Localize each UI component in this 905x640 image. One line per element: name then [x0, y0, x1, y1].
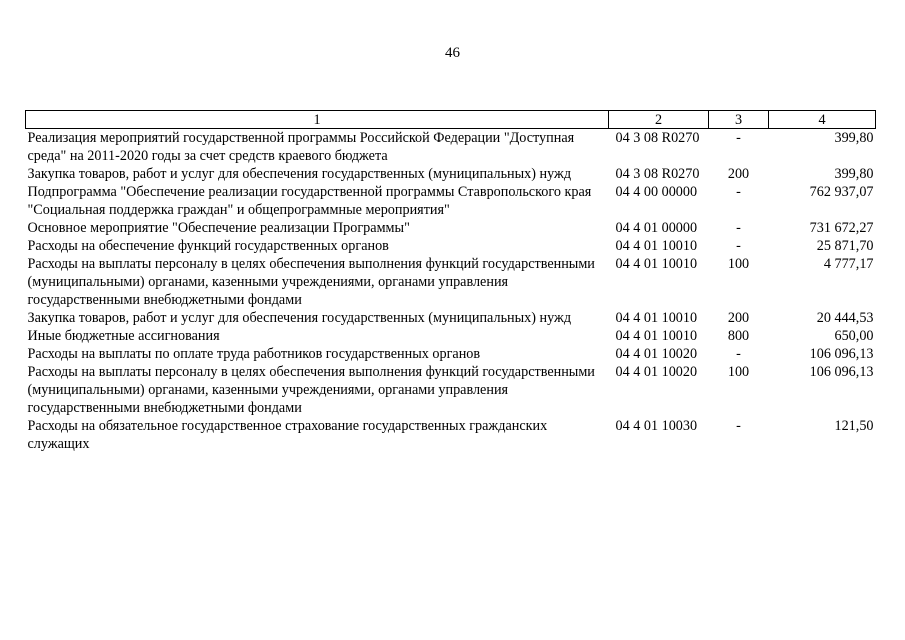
row-expense-type: 200 [727, 166, 750, 182]
row-name: Расходы на выплаты по оплате труда работников государственных органов [27, 346, 481, 362]
row-name: Закупка товаров, работ и услуг для обеспечения государственных (муниципальных) нужд [27, 166, 572, 182]
row-code: 04 4 01 10010 [615, 256, 698, 272]
column-header-code: 2 [609, 111, 709, 129]
budget-table [25, 110, 876, 453]
row-code: 04 4 01 10010 [615, 238, 698, 254]
row-amount: 106 096,13 [809, 346, 874, 362]
table-row [26, 183, 876, 219]
row-name: Расходы на выплаты персоналу в целях обеспечения выполнения функций государственными (муниципальными) органами, казенными учреждениями, органами управления государственными внебюджетными фондами [27, 256, 595, 308]
row-expense-type: - [736, 220, 741, 236]
row-name: Реализация мероприятий государственной программы Российской Федерации "Доступная среда" на 2011-2020 годы за счет средств краевого бюджета [27, 130, 575, 164]
page-number: 46 [445, 45, 460, 61]
table-row [26, 327, 876, 345]
table-row [26, 129, 876, 166]
row-name: Расходы на выплаты персоналу в целях обеспечения выполнения функций государственными (муниципальными) органами, казенными учреждениями, органами управления государственными внебюджетными фондами [27, 364, 595, 416]
row-amount: 25 871,70 [816, 238, 874, 254]
row-code: 04 4 00 00000 [615, 184, 698, 200]
table-row [26, 417, 876, 453]
row-code: 04 4 01 00000 [615, 220, 698, 236]
row-expense-type: - [736, 184, 741, 200]
row-amount: 399,80 [834, 130, 874, 146]
table-row [26, 165, 876, 183]
column-header-amount: 4 [769, 111, 876, 129]
row-code: 04 4 01 10010 [615, 328, 698, 344]
row-code: 04 4 01 10020 [615, 346, 698, 362]
table-row [26, 237, 876, 255]
row-amount: 762 937,07 [809, 184, 874, 200]
column-header-expense-type: 3 [709, 111, 769, 129]
row-expense-type: - [736, 130, 741, 146]
row-amount: 20 444,53 [816, 310, 874, 326]
row-expense-type: - [736, 346, 741, 362]
table-header-row [26, 111, 876, 129]
row-name: Подпрограмма "Обеспечение реализации государственной программы Ставропольского края "Социальная поддержка граждан" и общепрограммные мероприятия" [27, 184, 592, 218]
row-name: Основное мероприятие "Обеспечение реализации Программы" [27, 220, 410, 236]
row-amount: 4 777,17 [823, 256, 874, 272]
row-expense-type: 100 [727, 256, 750, 272]
column-header-name: 1 [26, 111, 609, 129]
table-row [26, 255, 876, 309]
row-code: 04 3 08 R0270 [615, 166, 700, 182]
row-amount: 731 672,27 [809, 220, 874, 236]
row-expense-type: 800 [727, 328, 750, 344]
row-code: 04 4 01 10020 [615, 364, 698, 380]
table-row [26, 219, 876, 237]
row-code: 04 4 01 10030 [615, 418, 698, 434]
row-amount: 121,50 [834, 418, 874, 434]
row-code: 04 4 01 10010 [615, 310, 698, 326]
row-name: Иные бюджетные ассигнования [27, 328, 220, 344]
row-expense-type: 100 [727, 364, 750, 380]
table-row [26, 345, 876, 363]
row-name: Закупка товаров, работ и услуг для обеспечения государственных (муниципальных) нужд [27, 310, 572, 326]
row-amount: 650,00 [834, 328, 874, 344]
row-name: Расходы на обеспечение функций государственных органов [27, 238, 389, 254]
table-row [26, 363, 876, 417]
row-name: Расходы на обязательное государственное страхование государственных гражданских служащих [27, 418, 548, 452]
row-code: 04 3 08 R0270 [615, 130, 700, 146]
row-expense-type: - [736, 418, 741, 434]
table-row [26, 309, 876, 327]
row-expense-type: 200 [727, 310, 750, 326]
row-amount: 106 096,13 [809, 364, 874, 380]
row-expense-type: - [736, 238, 741, 254]
row-amount: 399,80 [834, 166, 874, 182]
